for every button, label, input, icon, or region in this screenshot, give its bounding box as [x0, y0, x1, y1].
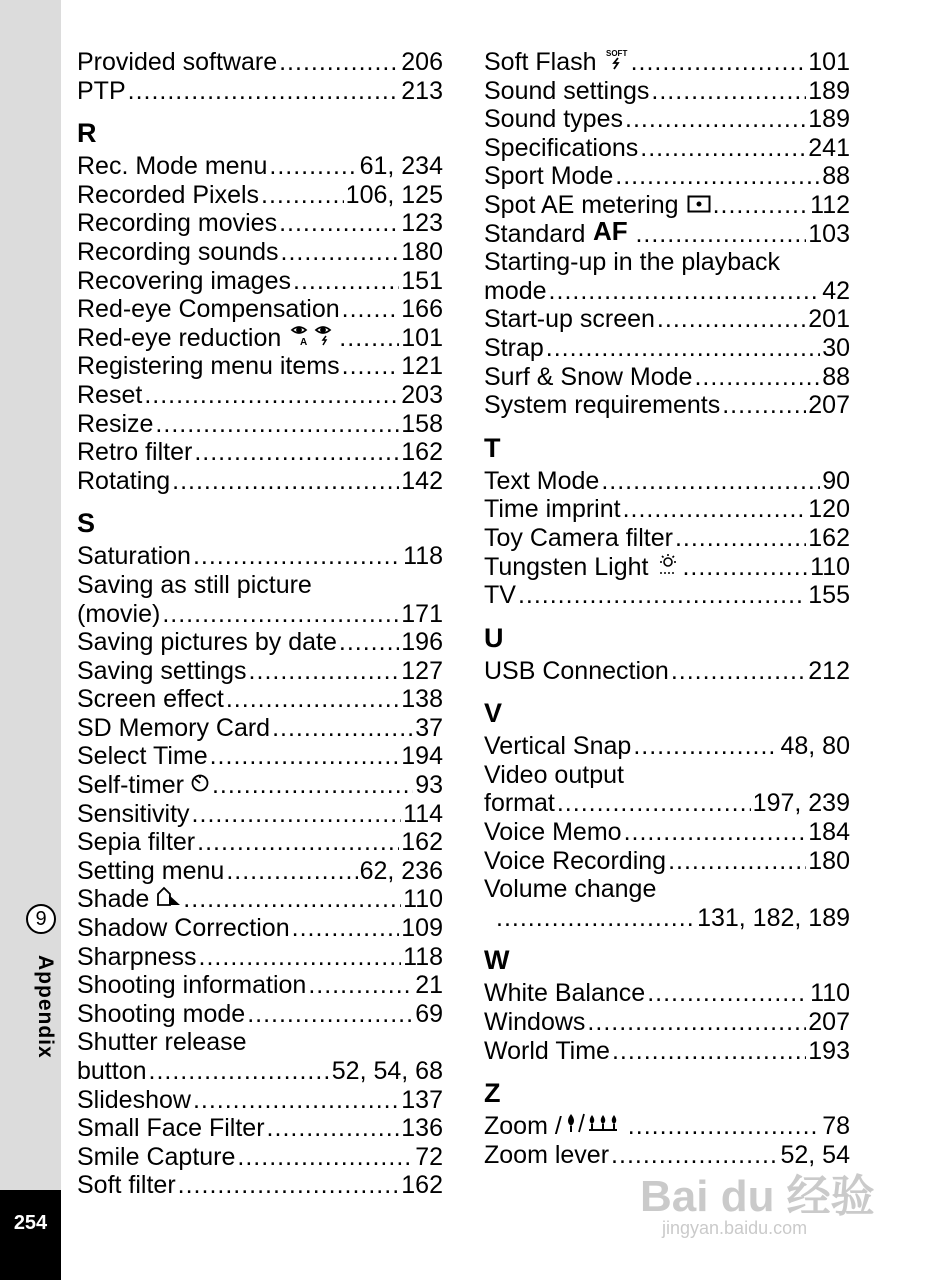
sidebar [0, 0, 61, 1280]
index-entry: Retro filter ..... 162 [77, 438, 443, 467]
page-number: 254 [0, 1190, 61, 1280]
svg-text:SOFT: SOFT [605, 49, 627, 58]
svg-text:AF: AF [593, 219, 629, 242]
index-entry: Toy Camera filter ..... 162 [484, 524, 850, 553]
index-entry: Vertical Snap ..... 48, 80 [484, 732, 850, 761]
index-entry-line: Starting-up in the playback [484, 248, 781, 277]
section-letter-u: U [484, 622, 504, 653]
section-letter-s: S [77, 508, 96, 539]
index-entry: (movie) ..... 171 [77, 600, 443, 629]
index-entry: Sharpness ..... 118 [77, 943, 443, 972]
index-entry: Recovering images ..... 151 [77, 267, 443, 296]
watermark-main: Bai du 经验 [640, 1172, 875, 1221]
index-entry: ..... 131, 182, 189 [484, 904, 850, 933]
index-entry: Smile Capture ..... 72 [77, 1143, 443, 1172]
index-entry: Small Face Filter ..... 136 [77, 1114, 443, 1143]
index-entry: Sport Mode ..... 88 [484, 162, 850, 191]
section-letter-z: Z [484, 1078, 501, 1109]
index-entry: White Balance ..... 110 [484, 979, 850, 1008]
index-entry: PTP ..... 213 [77, 77, 443, 106]
index-entry: Resize ..... 158 [77, 410, 443, 439]
index-entry: Recording movies ..... 123 [77, 209, 443, 238]
index-entry: SD Memory Card ..... 37 [77, 714, 443, 743]
index-entry: Text Mode ..... 90 [484, 467, 850, 496]
index-entry: Soft Flash SOFT ..... 101 [484, 48, 850, 77]
index-entry: Setting menu ..... 62, 236 [77, 857, 443, 886]
watermark-url: jingyan.baidu.com [662, 1218, 808, 1238]
chapter-label: Appendix [34, 955, 57, 1059]
index-entry: USB Connection ..... 212 [484, 657, 850, 686]
index-entry-line: Shutter release [77, 1028, 247, 1057]
index-entry: Shadow Correction ..... 109 [77, 914, 443, 943]
section-letter-t: T [484, 432, 501, 463]
index-entry: mode ..... 42 [484, 277, 850, 306]
index-entry: Slideshow ..... 137 [77, 1086, 443, 1115]
index-entry: Start-up screen ..... 201 [484, 305, 850, 334]
index-entry: Strap ..... 30 [484, 334, 850, 363]
soft-flash-icon [605, 48, 629, 77]
index-entry: format ..... 197, 239 [484, 789, 850, 818]
section-letter-v: V [484, 698, 503, 729]
index-column-right [484, 48, 850, 1169]
index-entry: Shade ..... 110 [77, 885, 443, 914]
index-entry: Provided software ..... 206 [77, 48, 443, 77]
index-entry: Windows ..... 207 [484, 1008, 850, 1037]
index-entry: Spot AE metering ..... 112 [484, 191, 850, 220]
index-entry: Screen effect ..... 138 [77, 685, 443, 714]
spot-metering-icon [687, 191, 711, 220]
index-entry: Saving pictures by date ..... 196 [77, 628, 443, 657]
index-entry: Shooting information ..... 21 [77, 971, 443, 1000]
svg-text:A: A [300, 336, 308, 346]
index-entry: Registering menu items ..... 121 [77, 352, 443, 381]
index-entry-line: Volume change [484, 875, 657, 904]
watermark [640, 1160, 910, 1240]
red-eye-reduction-icon [289, 324, 337, 353]
index-entry: Sepia filter ..... 162 [77, 828, 443, 857]
index-entry-line: Saving as still picture [77, 570, 312, 599]
index-entry: Soft filter ..... 162 [77, 1171, 443, 1200]
index-entry-line: Video output [484, 760, 624, 789]
index-entry: button ..... 52, 54, 68 [77, 1057, 443, 1086]
index-column-left [77, 48, 443, 1200]
index-entry: Voice Memo ..... 184 [484, 818, 850, 847]
shade-icon [155, 885, 181, 914]
index-entry: System requirements ..... 207 [484, 391, 850, 420]
index-entry: Red-eye Compensation ..... 166 [77, 295, 443, 324]
self-timer-icon [190, 771, 210, 800]
index-entry: Shooting mode ..... 69 [77, 1000, 443, 1029]
index-entry: Rotating ..... 142 [77, 467, 443, 496]
index-entry: Tungsten Light ..... 110 [484, 553, 850, 582]
index-entry: Red-eye reduction A ..... 101 [77, 324, 443, 353]
index-entry: Voice Recording ..... 180 [484, 847, 850, 876]
index-entry: Recorded Pixels ..... 106, 125 [77, 181, 443, 210]
section-letter-w: W [484, 945, 510, 976]
index-entry: Saving settings ..... 127 [77, 657, 443, 686]
index-entry: Sensitivity ..... 114 [77, 800, 443, 829]
index-entry: Reset ..... 203 [77, 381, 443, 410]
index-entry: Recording sounds ..... 180 [77, 238, 443, 267]
index-entry: Zoom / ..... 78 [484, 1112, 850, 1141]
index-entry: Sound settings ..... 189 [484, 77, 850, 106]
index-entry: Sound types ..... 189 [484, 105, 850, 134]
standard-af-icon [593, 220, 633, 249]
section-letter-r: R [77, 118, 97, 149]
index-entry: World Time ..... 193 [484, 1037, 850, 1066]
index-entry: Self-timer ..... 93 [77, 771, 443, 800]
index-entry: Surf & Snow Mode ..... 88 [484, 363, 850, 392]
index-entry: Standard AF ..... 103 [484, 220, 850, 249]
index-entry: Specifications ..... 241 [484, 134, 850, 163]
chapter-number: 9 [26, 904, 56, 934]
index-entry: Zoom lever ..... 52, 54 [484, 1141, 850, 1170]
index-entry: Time imprint ..... 120 [484, 495, 850, 524]
index-entry: TV ..... 155 [484, 581, 850, 610]
tungsten-light-icon [656, 553, 680, 582]
index-entry: Select Time ..... 194 [77, 742, 443, 771]
zoom-tele-wide-icon [566, 1112, 626, 1141]
index-entry: Rec. Mode menu ..... 61, 234 [77, 152, 443, 181]
index-entry: Saturation ..... 118 [77, 542, 443, 571]
